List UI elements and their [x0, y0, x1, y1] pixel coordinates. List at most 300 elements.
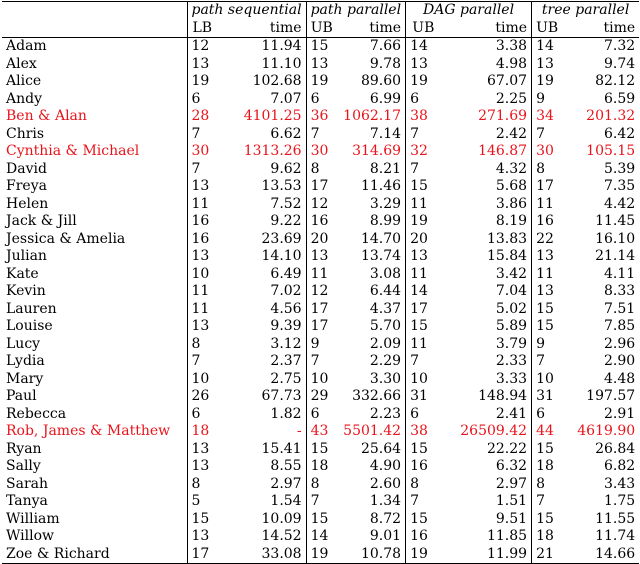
dag-ub-cell: 7 — [406, 353, 441, 371]
par-ub-cell: 8 — [306, 161, 337, 179]
seq-time-cell: 14.10 — [261, 248, 302, 264]
seq-lb-cell: 13 — [187, 248, 217, 266]
par-time-cell: 4.90 — [369, 458, 402, 474]
seq-time-cell: 9.39 — [270, 318, 302, 334]
row-name: Sally — [6, 458, 41, 474]
row-name: Helen — [6, 195, 49, 212]
seq-lb-cell: 19 — [187, 73, 217, 91]
dag-time-cell: 1.51 — [495, 493, 528, 509]
tree-time-cell: 6.82 — [603, 458, 636, 474]
dag-time-cell: 13.83 — [486, 230, 528, 247]
seq-time-cell: 1313.26 — [243, 143, 302, 159]
subheader-par-ub: UB — [306, 20, 337, 38]
tree-ub-cell: 34 — [532, 108, 563, 126]
par-time-cell: 9.01 — [369, 528, 402, 544]
dag-time-cell: 3.33 — [495, 370, 528, 387]
par-ub-cell: 36 — [306, 108, 337, 126]
seq-lb-cell: 13 — [187, 178, 217, 196]
group-tree-parallel: tree parallel — [532, 2, 640, 20]
par-ub-cell: 13 — [306, 248, 337, 266]
tree-time-cell: 197.57 — [586, 388, 636, 404]
table-row — [2, 248, 639, 266]
dag-time-cell: 3.86 — [495, 195, 528, 212]
seq-time-cell: 14.52 — [261, 528, 302, 544]
tree-time-cell: 5.39 — [603, 160, 636, 177]
seq-time-cell: 1.82 — [270, 405, 302, 422]
tree-time-cell: 4.42 — [603, 195, 636, 212]
seq-lb-cell: 13 — [187, 458, 217, 476]
row-name: Julian — [6, 248, 47, 264]
seq-lb-cell: 7 — [187, 161, 217, 179]
row-name: Alex — [6, 55, 37, 72]
row-name: David — [6, 160, 47, 177]
par-time-cell: 6.44 — [369, 283, 402, 299]
tree-ub-cell: 17 — [532, 178, 563, 196]
tree-time-cell: 7.85 — [603, 318, 636, 334]
tree-time-cell: 105.15 — [586, 143, 636, 159]
dag-time-cell: 3.79 — [495, 335, 528, 352]
tree-time-cell: 2.91 — [603, 405, 636, 422]
dag-time-cell: 271.69 — [478, 108, 528, 124]
par-time-cell: 2.23 — [369, 405, 402, 422]
tree-time-cell: 7.51 — [603, 300, 636, 317]
par-time-cell: 4.37 — [369, 300, 402, 317]
par-time-cell: 3.29 — [369, 195, 402, 212]
tree-ub-cell: 9 — [532, 91, 563, 109]
table-row — [2, 283, 639, 301]
dag-ub-cell: 16 — [406, 458, 441, 476]
table-row — [2, 493, 639, 511]
par-time-cell: 9.78 — [369, 55, 402, 72]
tree-ub-cell: 8 — [532, 161, 563, 179]
row-name: Kate — [6, 265, 39, 282]
seq-lb-cell: 13 — [187, 528, 217, 546]
subheader-seq-lb: LB — [187, 20, 217, 38]
header-group-row — [2, 2, 639, 20]
row-name: Tanya — [6, 493, 48, 509]
dag-ub-cell: 19 — [406, 546, 441, 564]
group-dag-parallel: DAG parallel — [406, 2, 532, 20]
par-time-cell: 7.66 — [369, 38, 402, 54]
group-path-parallel: path parallel — [306, 2, 405, 20]
dag-time-cell: 146.87 — [478, 143, 528, 159]
tree-ub-cell: 19 — [532, 73, 563, 91]
dag-time-cell: 5.89 — [495, 318, 528, 334]
par-time-cell: 5.70 — [369, 318, 402, 334]
table-row — [2, 231, 639, 249]
par-ub-cell: 15 — [306, 511, 337, 529]
seq-time-cell: 9.22 — [270, 213, 302, 229]
row-name: Lucy — [6, 335, 41, 352]
par-time-cell: 2.29 — [369, 353, 402, 369]
par-time-cell: 1.34 — [369, 493, 402, 509]
par-time-cell: 13.74 — [360, 248, 402, 264]
par-ub-cell: 8 — [306, 476, 337, 494]
table-row — [2, 388, 639, 406]
tree-ub-cell: 15 — [532, 441, 563, 459]
dag-ub-cell: 31 — [406, 388, 441, 406]
seq-time-cell: 6.49 — [270, 265, 302, 282]
seq-time-cell: 15.41 — [261, 440, 302, 457]
seq-time-cell: 11.10 — [261, 55, 302, 72]
par-time-cell: 8.72 — [369, 510, 402, 527]
dag-time-cell: 3.42 — [495, 265, 528, 282]
results-table — [2, 1, 639, 564]
table-row — [2, 406, 639, 424]
table-row — [2, 91, 639, 109]
table-row — [2, 371, 639, 389]
row-name: Louise — [6, 318, 53, 334]
tree-ub-cell: 14 — [532, 38, 563, 56]
dag-ub-cell: 15 — [406, 178, 441, 196]
dag-ub-cell: 15 — [406, 441, 441, 459]
par-ub-cell: 17 — [306, 301, 337, 319]
seq-time-cell: 102.68 — [252, 73, 302, 89]
dag-ub-cell: 11 — [406, 336, 441, 354]
dag-ub-cell: 13 — [406, 248, 441, 266]
seq-lb-cell: 6 — [187, 91, 217, 109]
dag-ub-cell: 15 — [406, 318, 441, 336]
dag-time-cell: 26509.42 — [460, 423, 528, 439]
tree-time-cell: 4.48 — [603, 370, 636, 387]
row-name: Chris — [6, 125, 45, 142]
tree-ub-cell: 10 — [532, 371, 563, 389]
dag-ub-cell: 19 — [406, 213, 441, 231]
table-row — [2, 318, 639, 336]
par-ub-cell: 19 — [306, 73, 337, 91]
table-row — [2, 108, 639, 126]
tree-time-cell: 4619.90 — [577, 423, 636, 439]
subheader-tree-time: time — [603, 19, 636, 36]
row-name: Freya — [6, 178, 47, 194]
dag-ub-cell: 14 — [406, 283, 441, 301]
par-ub-cell: 17 — [306, 318, 337, 336]
subheader-par-time: time — [369, 19, 402, 36]
row-name: Kevin — [6, 283, 46, 299]
row-name: Alice — [6, 73, 42, 89]
par-time-cell: 332.66 — [352, 388, 402, 404]
row-name: Rob, James & Matthew — [6, 423, 171, 439]
seq-lb-cell: 5 — [187, 493, 217, 511]
seq-time-cell: 9.62 — [270, 160, 302, 177]
dag-time-cell: 4.98 — [495, 55, 528, 72]
par-time-cell: 7.14 — [369, 125, 402, 142]
seq-lb-cell: 30 — [187, 143, 217, 161]
par-time-cell: 6.99 — [369, 90, 402, 107]
par-time-cell: 2.60 — [369, 475, 402, 492]
dag-ub-cell: 11 — [406, 266, 441, 284]
table-row — [2, 38, 639, 56]
subheader-dag-time: time — [495, 19, 528, 36]
seq-lb-cell: 7 — [187, 353, 217, 371]
par-ub-cell: 20 — [306, 231, 337, 249]
dag-ub-cell: 19 — [406, 73, 441, 91]
tree-time-cell: 26.84 — [595, 440, 636, 457]
table-row — [2, 56, 639, 74]
dag-time-cell: 148.94 — [478, 388, 528, 404]
dag-ub-cell: 7 — [406, 161, 441, 179]
par-time-cell: 8.21 — [369, 160, 402, 177]
seq-time-cell: 8.55 — [270, 458, 302, 474]
seq-lb-cell: 8 — [187, 336, 217, 354]
tree-time-cell: 201.32 — [586, 108, 636, 124]
dag-ub-cell: 6 — [406, 406, 441, 424]
dag-time-cell: 11.99 — [486, 545, 528, 562]
seq-lb-cell: 15 — [187, 511, 217, 529]
tree-time-cell: 2.96 — [603, 335, 636, 352]
dag-ub-cell: 17 — [406, 301, 441, 319]
seq-lb-cell: 7 — [187, 126, 217, 144]
tree-ub-cell: 21 — [532, 546, 563, 564]
tree-time-cell: 6.59 — [603, 90, 636, 107]
dag-time-cell: 2.33 — [495, 353, 528, 369]
tree-ub-cell: 11 — [532, 266, 563, 284]
dag-ub-cell: 7 — [406, 126, 441, 144]
dag-time-cell: 67.07 — [486, 73, 528, 89]
par-time-cell: 14.70 — [360, 230, 402, 247]
par-ub-cell: 7 — [306, 493, 337, 511]
row-name: Sarah — [6, 475, 48, 492]
par-ub-cell: 7 — [306, 126, 337, 144]
row-name: Lydia — [6, 353, 45, 369]
par-ub-cell: 10 — [306, 371, 337, 389]
seq-lb-cell: 28 — [187, 108, 217, 126]
seq-lb-cell: 17 — [187, 546, 217, 564]
table-row — [2, 73, 639, 91]
seq-time-cell: 7.07 — [270, 90, 302, 107]
par-time-cell: 5501.42 — [343, 423, 402, 439]
row-name: Zoe & Richard — [6, 545, 110, 562]
dag-ub-cell: 15 — [406, 511, 441, 529]
table-row — [2, 476, 639, 494]
group-path-sequential: path sequential — [187, 2, 306, 20]
seq-lb-cell: 13 — [187, 318, 217, 336]
table-row — [2, 423, 639, 441]
tree-ub-cell: 18 — [532, 458, 563, 476]
table-row — [2, 528, 639, 546]
par-ub-cell: 12 — [306, 283, 337, 301]
par-ub-cell: 15 — [306, 38, 337, 56]
dag-time-cell: 2.97 — [495, 475, 528, 492]
par-ub-cell: 43 — [306, 423, 337, 441]
tree-time-cell: 11.74 — [595, 528, 636, 544]
seq-lb-cell: 6 — [187, 406, 217, 424]
par-ub-cell: 9 — [306, 336, 337, 354]
par-ub-cell: 6 — [306, 406, 337, 424]
tree-time-cell: 1.75 — [603, 493, 636, 509]
table-row — [2, 353, 639, 371]
dag-time-cell: 6.32 — [495, 458, 528, 474]
seq-time-cell: 13.53 — [261, 178, 302, 194]
seq-time-cell: 67.73 — [261, 388, 302, 404]
row-name: Paul — [6, 388, 37, 404]
par-time-cell: 2.09 — [369, 335, 402, 352]
par-time-cell: 11.46 — [360, 178, 402, 194]
seq-lb-cell: 13 — [187, 56, 217, 74]
tree-ub-cell: 6 — [532, 406, 563, 424]
tree-ub-cell: 13 — [532, 283, 563, 301]
table-row — [2, 126, 639, 144]
seq-time-cell: 2.37 — [270, 353, 302, 369]
tree-time-cell: 8.33 — [603, 283, 636, 299]
seq-time-cell: 3.12 — [270, 335, 302, 352]
dag-time-cell: 7.04 — [495, 283, 528, 299]
dag-ub-cell: 38 — [406, 108, 441, 126]
table-row — [2, 196, 639, 214]
tree-time-cell: 82.12 — [595, 73, 636, 89]
seq-lb-cell: 16 — [187, 231, 217, 249]
header-empty-cell — [2, 2, 187, 20]
tree-ub-cell: 31 — [532, 388, 563, 406]
table-header — [2, 2, 639, 38]
par-ub-cell: 6 — [306, 91, 337, 109]
row-name: Lauren — [6, 300, 57, 317]
table-row — [2, 213, 639, 231]
dag-time-cell: 2.25 — [495, 90, 528, 107]
table-row — [2, 458, 639, 476]
dag-time-cell: 3.38 — [495, 38, 528, 54]
tree-time-cell: 7.35 — [603, 178, 636, 194]
seq-time-cell: 7.52 — [270, 195, 302, 212]
dag-ub-cell: 13 — [406, 56, 441, 74]
tree-time-cell: 16.10 — [595, 230, 636, 247]
par-time-cell: 314.69 — [352, 143, 402, 159]
tree-ub-cell: 8 — [532, 476, 563, 494]
dag-ub-cell: 10 — [406, 371, 441, 389]
row-name: Jack & Jill — [6, 213, 77, 229]
par-time-cell: 89.60 — [360, 73, 402, 89]
tree-time-cell: 4.11 — [603, 265, 636, 282]
dag-time-cell: 2.42 — [495, 125, 528, 142]
table-row — [2, 143, 639, 161]
row-name: Cynthia & Michael — [6, 143, 140, 159]
par-time-cell: 3.08 — [369, 265, 402, 282]
seq-lb-cell: 10 — [187, 266, 217, 284]
row-name: Willow — [6, 528, 54, 544]
tree-ub-cell: 15 — [532, 511, 563, 529]
table-row — [2, 546, 639, 564]
dag-ub-cell: 38 — [406, 423, 441, 441]
seq-time-cell: 7.02 — [270, 283, 302, 299]
par-time-cell: 1062.17 — [343, 108, 402, 124]
subheader-seq-time: time — [269, 19, 302, 36]
dag-time-cell: 9.51 — [495, 510, 528, 527]
par-ub-cell: 12 — [306, 196, 337, 214]
seq-lb-cell: 13 — [187, 441, 217, 459]
tree-time-cell: 11.55 — [595, 510, 636, 527]
par-ub-cell: 13 — [306, 56, 337, 74]
table-row — [2, 441, 639, 459]
dag-ub-cell: 7 — [406, 493, 441, 511]
tree-time-cell: 7.32 — [603, 38, 636, 54]
tree-ub-cell: 7 — [532, 493, 563, 511]
tree-time-cell: 3.43 — [603, 475, 636, 492]
dag-ub-cell: 8 — [406, 476, 441, 494]
tree-time-cell: 21.14 — [595, 248, 636, 264]
tree-ub-cell: 18 — [532, 528, 563, 546]
dag-time-cell: 5.68 — [495, 178, 528, 194]
tree-ub-cell: 16 — [532, 213, 563, 231]
tree-time-cell: 6.42 — [603, 125, 636, 142]
row-name: William — [6, 510, 60, 527]
table-row — [2, 161, 639, 179]
par-time-cell: 25.64 — [360, 440, 402, 457]
row-name: Ben & Alan — [6, 108, 87, 124]
tree-ub-cell: 15 — [532, 301, 563, 319]
seq-lb-cell: 16 — [187, 213, 217, 231]
tree-time-cell: 11.45 — [595, 213, 636, 229]
seq-lb-cell: 11 — [187, 196, 217, 214]
dag-time-cell: 8.19 — [495, 213, 528, 229]
seq-lb-cell: 10 — [187, 371, 217, 389]
par-ub-cell: 18 — [306, 458, 337, 476]
dag-ub-cell: 11 — [406, 196, 441, 214]
dag-time-cell: 11.85 — [486, 528, 528, 544]
dag-ub-cell: 14 — [406, 38, 441, 56]
par-ub-cell: 19 — [306, 546, 337, 564]
seq-time-cell: 4.56 — [270, 300, 302, 317]
table-row — [2, 511, 639, 529]
seq-time-cell: 23.69 — [261, 230, 302, 247]
par-ub-cell: 15 — [306, 441, 337, 459]
dag-time-cell: 22.22 — [486, 440, 528, 457]
dag-ub-cell: 16 — [406, 528, 441, 546]
subheader-tree-ub: UB — [532, 20, 563, 38]
seq-time-cell: 2.75 — [270, 370, 302, 387]
row-name: Mary — [6, 370, 44, 387]
row-name: Andy — [6, 90, 42, 107]
seq-time-cell: 4101.25 — [243, 108, 302, 124]
dag-ub-cell: 32 — [406, 143, 441, 161]
par-time-cell: 8.99 — [369, 213, 402, 229]
tree-ub-cell: 7 — [532, 126, 563, 144]
dag-time-cell: 5.02 — [495, 300, 528, 317]
par-time-cell: 10.78 — [360, 545, 402, 562]
seq-time-cell: 11.94 — [261, 38, 302, 54]
par-ub-cell: 7 — [306, 353, 337, 371]
tree-ub-cell: 30 — [532, 143, 563, 161]
header-empty-cell — [2, 20, 187, 38]
tree-ub-cell: 11 — [532, 196, 563, 214]
par-ub-cell: 30 — [306, 143, 337, 161]
seq-lb-cell: 18 — [187, 423, 217, 441]
tree-ub-cell: 9 — [532, 336, 563, 354]
tree-ub-cell: 7 — [532, 353, 563, 371]
subheader-dag-ub: UB — [406, 20, 441, 38]
par-time-cell: 3.30 — [369, 370, 402, 387]
row-name: Adam — [6, 38, 47, 54]
par-ub-cell: 14 — [306, 528, 337, 546]
seq-lb-cell: 11 — [187, 301, 217, 319]
dag-time-cell: 15.84 — [486, 248, 528, 264]
seq-time-cell: 6.62 — [270, 125, 302, 142]
seq-time-cell: 10.09 — [261, 510, 302, 527]
tree-time-cell: 2.90 — [603, 353, 636, 369]
tree-ub-cell: 44 — [532, 423, 563, 441]
tree-ub-cell: 13 — [532, 248, 563, 266]
header-sub-row — [2, 20, 639, 38]
tree-ub-cell: 13 — [532, 56, 563, 74]
seq-lb-cell: 26 — [187, 388, 217, 406]
par-ub-cell: 29 — [306, 388, 337, 406]
tree-time-cell: 9.74 — [603, 55, 636, 72]
table-body — [2, 38, 639, 564]
seq-lb-cell: 8 — [187, 476, 217, 494]
seq-time-cell: - — [296, 423, 302, 439]
table-row — [2, 178, 639, 196]
par-ub-cell: 17 — [306, 178, 337, 196]
seq-time-cell: 33.08 — [261, 545, 302, 562]
